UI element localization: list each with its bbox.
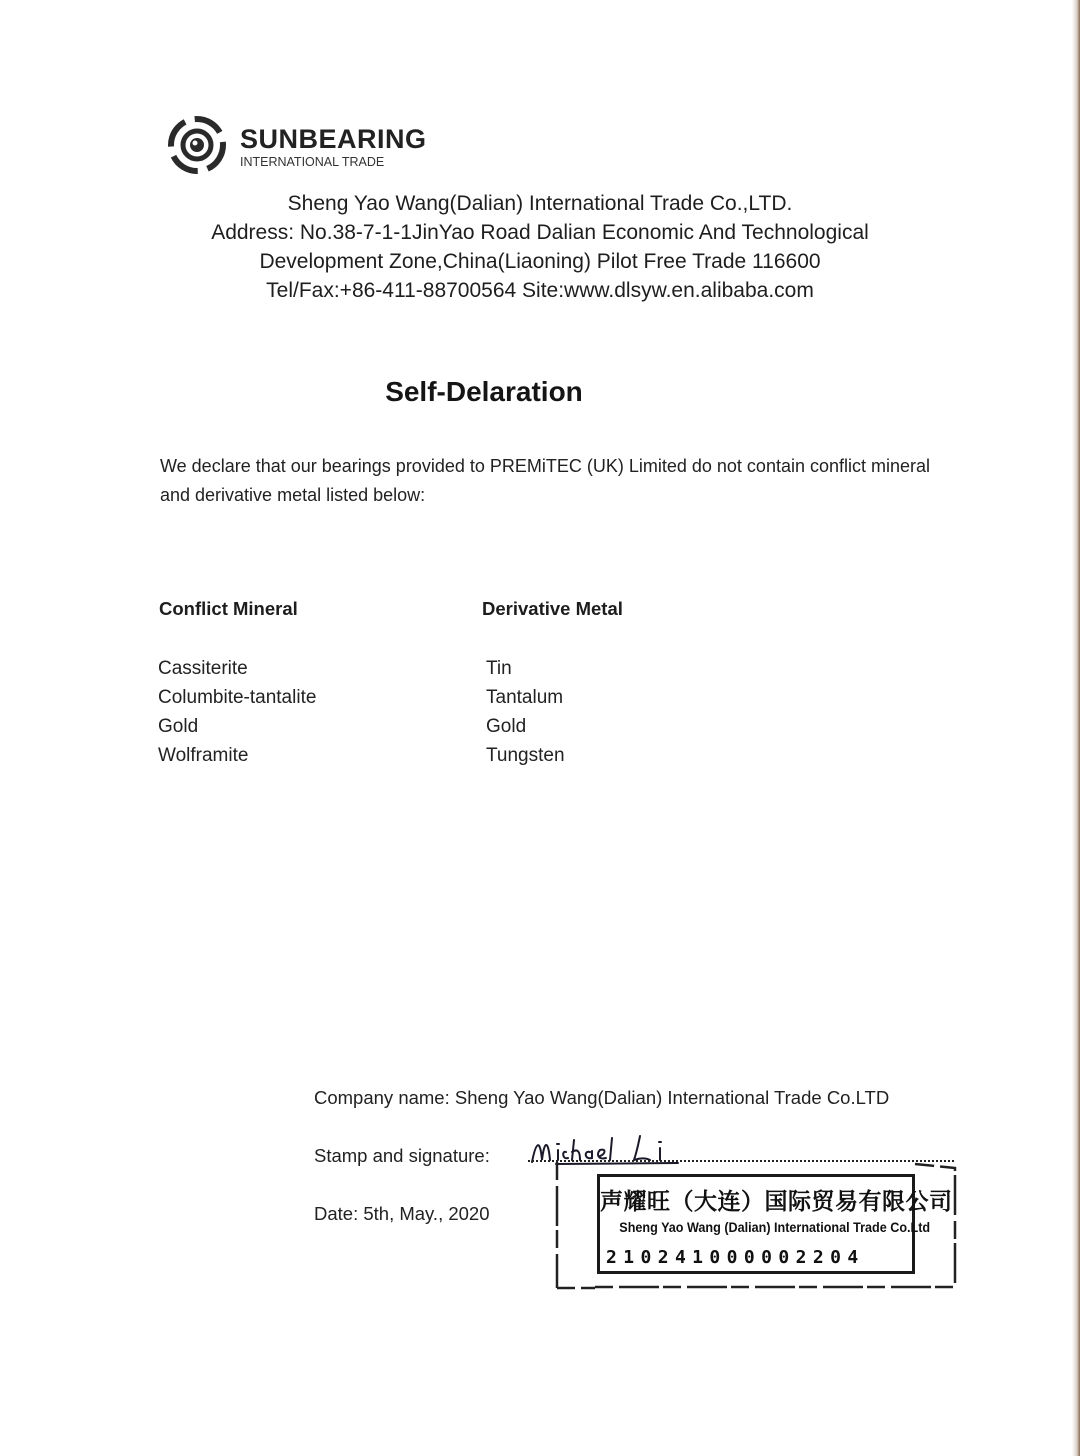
company-logo — [168, 116, 468, 176]
metal-cell: Tin — [486, 658, 512, 679]
logo-brand-text: SUNBEARING — [240, 124, 427, 154]
bearing-logo-icon — [168, 116, 226, 174]
metal-column — [486, 654, 565, 770]
mineral-cell: Gold — [158, 716, 199, 737]
footer-company-name: Company name: Sheng Yao Wang(Dalian) International Trade Co.LTD — [314, 1087, 890, 1108]
declaration-paragraph: We declare that our bearings provided to PREMiTEC (UK) Limited do not contain conflict mineral and derivative metal listed below: — [160, 456, 931, 505]
scan-edge-shadow — [1072, 0, 1080, 1456]
stamp-chinese-name: 声耀旺（大连）国际贸易有限公司 — [600, 1188, 953, 1214]
logo-subtitle: INTERNATIONAL TRADE — [240, 155, 385, 169]
mineral-column — [158, 654, 316, 770]
letterhead-company: Sheng Yao Wang(Dalian) International Trade Co.,LTD. — [287, 192, 793, 215]
metal-cell: Tungsten — [486, 745, 565, 766]
derivative-metal-header: Derivative Metal — [482, 598, 623, 619]
letterhead-address-line1: Address: No.38-7-1-1JinYao Road Dalian Economic And Technological — [211, 221, 869, 244]
mineral-cell: Columbite-tantalite — [158, 687, 317, 708]
document-title: Self-Delaration — [385, 376, 583, 407]
mineral-cell: Cassiterite — [158, 658, 248, 679]
letterhead-address-line2: Development Zone,China(Liaoning) Pilot Free Trade 116600 — [259, 250, 821, 273]
conflict-mineral-header: Conflict Mineral — [159, 598, 298, 619]
letterhead-contact: Tel/Fax:+86-411-88700564 Site:www.dlsyw.en.alibaba.com — [266, 279, 814, 302]
company-stamp — [597, 1174, 953, 1274]
footer-stamp-label: Stamp and signature: — [314, 1145, 490, 1166]
footer-date: Date: 5th, May., 2020 — [314, 1203, 490, 1224]
mineral-cell: Wolframite — [158, 745, 249, 766]
metal-cell: Tantalum — [486, 687, 564, 708]
metal-cell: Gold — [486, 716, 527, 737]
stamp-english-name: Sheng Yao Wang (Dalian) International Trade Co.Ltd — [619, 1219, 931, 1235]
stamp-registration-number: 210241000002204 — [606, 1247, 865, 1268]
